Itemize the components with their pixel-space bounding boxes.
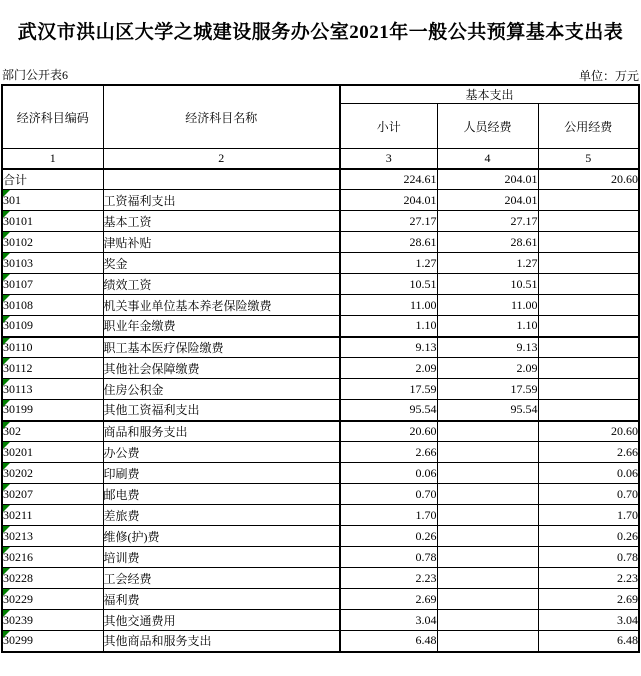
personnel-cell: [437, 358, 538, 379]
personnel-cell-text: 27.17: [510, 213, 538, 228]
subtotal-cell-text: 1.10: [415, 318, 437, 333]
subtotal-cell-text: 10.51: [409, 276, 437, 291]
error-marker-icon: [3, 442, 10, 449]
personnel-cell-text: 2.09: [516, 360, 538, 375]
code-cell-text: 30201: [3, 444, 33, 459]
name-cell: [103, 190, 340, 211]
error-marker-icon: [3, 190, 10, 197]
code-cell-text: 30103: [3, 255, 33, 270]
subtotal-cell: [340, 253, 437, 274]
subtotal-cell-text: 9.13: [415, 339, 437, 354]
header-code: 经济科目编码: [2, 85, 103, 149]
code-cell-text: 30216: [3, 549, 33, 564]
subtotal-cell: [340, 421, 437, 442]
name-cell: [103, 400, 340, 421]
code-cell-text: 30112: [3, 360, 33, 375]
name-cell: [103, 169, 340, 190]
public-cell: [538, 568, 639, 589]
public-cell-text: 2.69: [617, 591, 638, 606]
subtotal-cell-text: 17.59: [409, 381, 437, 396]
public-cell: [538, 631, 639, 652]
subtotal-cell: [340, 316, 437, 337]
index-cell: 2: [103, 149, 340, 169]
name-cell-text: 其他交通费用: [103, 613, 176, 628]
public-cell: [538, 232, 639, 253]
name-cell: [103, 568, 340, 589]
name-cell-text: 印刷费: [103, 466, 140, 481]
name-cell: [103, 379, 340, 400]
table-row: [2, 589, 639, 610]
personnel-cell: [437, 211, 538, 232]
table-row: [2, 442, 639, 463]
code-cell: [2, 547, 103, 568]
error-marker-icon: [3, 505, 10, 512]
code-cell: [2, 463, 103, 484]
code-cell: [2, 631, 103, 652]
table-row: [2, 463, 639, 484]
error-marker-icon: [3, 379, 10, 386]
subtotal-cell-text: 95.54: [409, 402, 437, 417]
subtotal-cell: [340, 169, 437, 190]
name-cell-text: 差旅费: [103, 508, 140, 523]
public-cell: [538, 442, 639, 463]
public-cell: [538, 421, 639, 442]
header-name: 经济科目名称: [103, 85, 340, 149]
error-marker-icon: [3, 274, 10, 281]
table-row: [2, 253, 639, 274]
subtotal-cell-text: 27.17: [409, 213, 437, 228]
personnel-cell: [437, 253, 538, 274]
code-cell-text: 30110: [3, 339, 33, 354]
unit-label: 单位：万元: [578, 69, 639, 83]
code-cell-text: 30107: [3, 276, 33, 291]
subtotal-cell-text: 11.00: [409, 297, 437, 312]
subtotal-cell: [340, 274, 437, 295]
public-cell: [538, 274, 639, 295]
name-cell-text: 其他社会保障缴费: [103, 361, 200, 376]
subtotal-cell-text: 28.61: [409, 234, 437, 249]
name-cell-text: 工会经费: [103, 571, 152, 586]
name-cell-text: 商品和服务支出: [103, 424, 188, 439]
table-row: [2, 610, 639, 631]
public-cell: [538, 379, 639, 400]
personnel-cell-text: 17.59: [510, 381, 538, 396]
code-cell-text: 30299: [3, 633, 33, 648]
name-cell: [103, 589, 340, 610]
subtotal-cell-text: 204.01: [403, 192, 437, 207]
code-cell: [2, 232, 103, 253]
personnel-cell: [437, 421, 538, 442]
public-cell: [538, 337, 639, 358]
code-cell-text: 30101: [3, 213, 33, 228]
name-cell: [103, 442, 340, 463]
error-marker-icon: [3, 232, 10, 239]
personnel-cell: [437, 295, 538, 316]
name-cell-text: 邮电费: [103, 487, 140, 502]
code-cell-text: 301: [3, 192, 21, 207]
personnel-cell-text: 95.54: [510, 402, 538, 417]
name-cell-text: 办公费: [103, 445, 140, 460]
page-title: 武汉市洪山区大学之城建设服务办公室2021年一般公共预算基本支出表: [17, 22, 624, 43]
name-cell-text: 绩效工资: [103, 277, 152, 292]
code-cell: [2, 358, 103, 379]
subtotal-cell: [340, 505, 437, 526]
personnel-cell: [437, 505, 538, 526]
code-cell: [2, 442, 103, 463]
table-row: [2, 295, 639, 316]
subtotal-cell: [340, 400, 437, 421]
table-row: [2, 631, 639, 652]
table-row: [2, 421, 639, 442]
subtotal-cell: [340, 379, 437, 400]
code-cell: [2, 484, 103, 505]
public-cell: [538, 169, 639, 190]
public-cell-text: 0.70: [617, 486, 638, 501]
subtotal-cell-text: 224.61: [403, 171, 437, 186]
table-row: [2, 400, 639, 421]
column-index-row: [2, 149, 639, 169]
header-subtotal: 小计: [340, 104, 437, 149]
personnel-cell: [437, 484, 538, 505]
personnel-cell: [437, 547, 538, 568]
code-cell: [2, 589, 103, 610]
table-row: [2, 316, 639, 337]
personnel-cell: [437, 631, 538, 652]
table-header: [2, 85, 639, 169]
name-cell: [103, 295, 340, 316]
table-row: [2, 358, 639, 379]
name-cell: [103, 232, 340, 253]
table-row: [2, 211, 639, 232]
subtotal-cell: [340, 547, 437, 568]
personnel-cell: [437, 169, 538, 190]
error-marker-icon: [3, 631, 10, 638]
error-marker-icon: [3, 547, 10, 554]
table-row: [2, 274, 639, 295]
code-cell: [2, 400, 103, 421]
name-cell: [103, 337, 340, 358]
code-cell-text: 30202: [3, 465, 33, 480]
subtotal-cell: [340, 526, 437, 547]
personnel-cell: [437, 400, 538, 421]
subtotal-cell: [340, 610, 437, 631]
personnel-cell-text: 9.13: [516, 339, 538, 354]
subtotal-cell: [340, 358, 437, 379]
error-marker-icon: [3, 400, 10, 407]
public-cell: [538, 589, 639, 610]
name-cell-text: 基本工资: [103, 214, 152, 229]
index-cell: 3: [340, 149, 437, 169]
personnel-cell: [437, 568, 538, 589]
code-cell: [2, 295, 103, 316]
name-cell-text: 职工基本医疗保险缴费: [103, 340, 224, 355]
code-cell: [2, 568, 103, 589]
subtotal-cell: [340, 568, 437, 589]
error-marker-icon: [3, 295, 10, 302]
subtotal-cell-text: 2.66: [415, 444, 437, 459]
name-cell-text: 其他商品和服务支出: [103, 634, 212, 649]
error-marker-icon: [3, 358, 10, 365]
subtotal-cell-text: 1.27: [415, 255, 437, 270]
header-row-group: [2, 85, 639, 104]
table-row: [2, 484, 639, 505]
personnel-cell: [437, 232, 538, 253]
public-cell: [538, 610, 639, 631]
header-personnel: 人员经费: [437, 104, 538, 149]
code-cell-text: 30199: [3, 402, 33, 417]
code-cell-text: 30113: [3, 381, 33, 396]
code-cell: [2, 505, 103, 526]
public-cell-text: 1.70: [617, 507, 638, 522]
subtotal-cell-text: 2.69: [415, 591, 437, 606]
public-cell-text: 0.06: [617, 465, 638, 480]
subtotal-cell-text: 3.04: [415, 612, 437, 627]
subtotal-cell: [340, 463, 437, 484]
subtotal-cell-text: 0.06: [415, 465, 437, 480]
public-cell: [538, 484, 639, 505]
error-marker-icon: [3, 211, 10, 218]
subtotal-cell-text: 1.70: [415, 507, 437, 522]
personnel-cell: [437, 379, 538, 400]
subtotal-cell: [340, 190, 437, 211]
subtotal-cell: [340, 589, 437, 610]
sheet-label: [2, 66, 102, 85]
code-cell-text: 302: [3, 423, 21, 438]
public-cell-text: 0.26: [617, 528, 638, 543]
code-cell: [2, 526, 103, 547]
table-row: [2, 232, 639, 253]
personnel-cell: [437, 274, 538, 295]
index-cell: 1: [2, 149, 103, 169]
name-cell-text: 其他工资福利支出: [103, 403, 200, 418]
table-row: [2, 526, 639, 547]
error-marker-icon: [3, 338, 10, 345]
personnel-cell: [437, 589, 538, 610]
header-public: 公用经费: [538, 104, 639, 149]
name-cell-text: 奖金: [103, 256, 128, 271]
public-cell: [538, 253, 639, 274]
code-cell: [2, 379, 103, 400]
table-row: [2, 169, 639, 190]
code-cell: [2, 316, 103, 337]
personnel-cell: [437, 337, 538, 358]
public-cell-text: 6.48: [617, 633, 638, 648]
index-cell: 4: [437, 149, 538, 169]
subtotal-cell-text: 2.23: [415, 570, 437, 585]
name-cell: [103, 463, 340, 484]
sheet-label-text: 部门公开表6: [2, 66, 102, 85]
public-cell: [538, 547, 639, 568]
code-cell-text: 30211: [3, 507, 33, 522]
subtotal-cell-text: 0.78: [415, 549, 437, 564]
code-cell-text: 30102: [3, 234, 33, 249]
name-cell-text: 住房公积金: [103, 382, 164, 397]
public-cell: [538, 505, 639, 526]
personnel-cell-text: 10.51: [510, 276, 538, 291]
name-cell-text: 津贴补贴: [103, 235, 152, 250]
table-row: [2, 190, 639, 211]
personnel-cell: [437, 442, 538, 463]
name-cell: [103, 484, 340, 505]
code-cell: [2, 610, 103, 631]
name-cell: [103, 358, 340, 379]
subtotal-cell: [340, 232, 437, 253]
code-cell: [2, 421, 103, 442]
personnel-cell-text: 1.27: [516, 255, 538, 270]
subtotal-cell: [340, 211, 437, 232]
personnel-cell: [437, 610, 538, 631]
public-cell: [538, 526, 639, 547]
personnel-cell-text: 204.01: [504, 171, 538, 186]
name-cell-text: 维修(护)费: [103, 529, 160, 544]
name-cell: [103, 526, 340, 547]
code-cell: [2, 337, 103, 358]
subtotal-cell: [340, 442, 437, 463]
table-body: [2, 169, 639, 652]
subtotal-cell-text: 0.26: [415, 528, 437, 543]
error-marker-icon: [3, 568, 10, 575]
table-row: [2, 337, 639, 358]
name-cell: [103, 274, 340, 295]
subtotal-cell: [340, 484, 437, 505]
error-marker-icon: [3, 610, 10, 617]
budget-table: [1, 84, 640, 653]
public-cell: [538, 463, 639, 484]
index-cell: 5: [538, 149, 639, 169]
code-cell-text: 30228: [3, 570, 33, 585]
name-cell: [103, 547, 340, 568]
public-cell-text: 2.23: [617, 570, 638, 585]
error-marker-icon: [3, 526, 10, 533]
error-marker-icon: [3, 463, 10, 470]
code-cell: [2, 169, 103, 190]
public-cell-text: 3.04: [617, 612, 638, 627]
name-cell: [103, 505, 340, 526]
subtotal-cell: [340, 337, 437, 358]
personnel-cell-text: 204.01: [504, 192, 538, 207]
public-cell: [538, 358, 639, 379]
table-row: [2, 505, 639, 526]
code-cell-text: 30213: [3, 528, 33, 543]
public-cell: [538, 190, 639, 211]
name-cell-text: 职业年金缴费: [103, 319, 176, 334]
personnel-cell-text: 11.00: [510, 297, 538, 312]
code-cell-text: 合计: [3, 172, 28, 187]
personnel-cell: [437, 316, 538, 337]
code-cell: [2, 274, 103, 295]
personnel-cell-text: 1.10: [516, 318, 538, 333]
name-cell: [103, 211, 340, 232]
code-cell-text: 30239: [3, 612, 33, 627]
table-row: [2, 379, 639, 400]
public-cell-text: 20.60: [611, 171, 638, 186]
code-cell-text: 30108: [3, 297, 33, 312]
public-cell-text: 20.60: [611, 423, 638, 438]
error-marker-icon: [3, 422, 10, 429]
name-cell: [103, 610, 340, 631]
subtotal-cell-text: 2.09: [415, 360, 437, 375]
public-cell-text: 0.78: [617, 549, 638, 564]
table-row: [2, 568, 639, 589]
header-basic-expenditure-group: 基本支出: [340, 85, 639, 104]
code-cell: [2, 253, 103, 274]
subtotal-cell-text: 6.48: [415, 633, 437, 648]
error-marker-icon: [3, 484, 10, 491]
name-cell: [103, 316, 340, 337]
code-cell-text: 30229: [3, 591, 33, 606]
name-cell-text: 福利费: [103, 592, 140, 607]
personnel-cell: [437, 463, 538, 484]
subtotal-cell-text: 0.70: [415, 486, 437, 501]
public-cell-text: 2.66: [617, 444, 638, 459]
name-cell: [103, 631, 340, 652]
name-cell-text: 工资福利支出: [103, 193, 176, 208]
code-cell: [2, 190, 103, 211]
code-cell-text: 30207: [3, 486, 33, 501]
name-cell: [103, 421, 340, 442]
name-cell: [103, 253, 340, 274]
personnel-cell: [437, 526, 538, 547]
subtotal-cell: [340, 631, 437, 652]
public-cell: [538, 400, 639, 421]
public-cell: [538, 211, 639, 232]
code-cell-text: 30109: [3, 318, 33, 333]
personnel-cell-text: 28.61: [510, 234, 538, 249]
name-cell-text: 培训费: [103, 550, 140, 565]
personnel-cell: [437, 190, 538, 211]
public-cell: [538, 295, 639, 316]
name-cell-text: 机关事业单位基本养老保险缴费: [103, 298, 272, 313]
error-marker-icon: [3, 316, 10, 323]
subtotal-cell: [340, 295, 437, 316]
table-row: [2, 547, 639, 568]
error-marker-icon: [3, 253, 10, 260]
code-cell: [2, 211, 103, 232]
subtotal-cell-text: 20.60: [409, 423, 437, 438]
error-marker-icon: [3, 589, 10, 596]
public-cell: [538, 316, 639, 337]
